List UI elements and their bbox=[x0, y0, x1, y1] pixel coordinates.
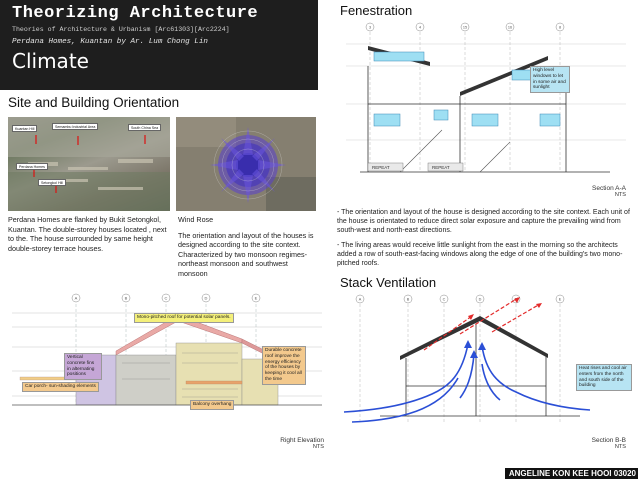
note-high-level-windows: High level windows to let in some air and sunlight bbox=[530, 66, 570, 93]
label-industrial-area: Semambu Industrial Area bbox=[52, 123, 98, 130]
note-mono-pitched-roof: Mono-pitched roof for potential solar panels. bbox=[134, 313, 234, 323]
note-durable-concrete-roof: Durable concrete roof improve the energy efficiency of the houses by keeping it cool all the time bbox=[262, 346, 306, 385]
author-footer: ANGELINE KON KEE HOOI 03020 bbox=[505, 468, 638, 479]
wind-rose-description: The orientation and layout of the houses is designed according to the site context. Characterized by two monsoon regimes- northeast monsoon and southwest monsoon bbox=[178, 230, 314, 278]
svg-text:16: 16 bbox=[507, 25, 513, 30]
svg-text:3: 3 bbox=[368, 25, 372, 30]
svg-text:C: C bbox=[164, 295, 168, 301]
svg-text:E: E bbox=[558, 297, 562, 302]
site-heading: Site and Building Orientation bbox=[8, 95, 180, 110]
topic-title: Climate bbox=[12, 49, 89, 73]
repeat-label-2: REPEAT bbox=[432, 165, 450, 170]
label-setongkol-hill: Setongkol Hill bbox=[38, 179, 66, 186]
course-title: Theorizing Architecture bbox=[12, 4, 259, 23]
title-block bbox=[0, 0, 318, 90]
wind-rose-title: Wind Rose bbox=[178, 215, 214, 224]
label-south-china-sea: South China Sea bbox=[128, 124, 161, 131]
section-b-b-drawing bbox=[340, 294, 632, 430]
note-vertical-fins: Vertical concrete fins in alternating positions bbox=[64, 353, 102, 380]
wind-rose-block bbox=[178, 215, 318, 278]
svg-text:B: B bbox=[124, 295, 128, 301]
elevation-caption-scale: NTS bbox=[312, 444, 324, 451]
section-a-a-scale: NTS bbox=[614, 192, 626, 199]
wind-rose-image bbox=[176, 117, 316, 211]
svg-text:C: C bbox=[442, 297, 446, 302]
label-perdana-homes: Perdana Homes bbox=[16, 163, 48, 170]
svg-text:4: 4 bbox=[418, 25, 422, 30]
section-a-a-drawing bbox=[340, 22, 632, 182]
svg-text:B: B bbox=[406, 297, 410, 302]
elevation-caption-title: Right Elevation bbox=[280, 437, 324, 444]
svg-text:15: 15 bbox=[462, 25, 468, 30]
section-b-b-title: Section B-B bbox=[591, 437, 626, 444]
svg-text:D: D bbox=[204, 295, 208, 301]
fenestration-text-2: - The living areas would receive little sunlight from the east in the morning so the architects added a row of south-east-facing windows along the edge of one of the building's two mono-pitched roofs. bbox=[337, 241, 623, 268]
label-kuantan-hill: Kuantan Hill bbox=[12, 125, 37, 132]
course-subtitle: Theories of Architecture & Urbanism [Arc61303][Arc2224] bbox=[12, 26, 230, 33]
note-balcony-overhang: Balcony overhang bbox=[190, 400, 234, 410]
stack-ventilation-heading: Stack Ventilation bbox=[340, 275, 437, 290]
note-car-porch: Car porch- sun-shading elements bbox=[22, 382, 99, 392]
aerial-site-photo bbox=[8, 117, 170, 211]
note-heat-rises: Heat rises and cool air enters from the north and south side of the building bbox=[576, 364, 632, 391]
project-name: Perdana Homes, Kuantan by Ar. Lum Chong Lin bbox=[12, 38, 208, 46]
svg-text:E: E bbox=[254, 295, 258, 301]
repeat-label-1: REPEAT bbox=[372, 165, 390, 170]
section-b-b-caption bbox=[556, 437, 626, 451]
fenestration-text bbox=[337, 208, 633, 268]
right-elevation-drawing bbox=[6, 293, 328, 429]
svg-text:D: D bbox=[478, 297, 482, 302]
site-description: Perdana Homes are flanked by Bukit Setongkol, Kuantan. The double-storey houses located , next to the. The house surrounded by same height double-storey terrace houses. bbox=[8, 215, 167, 253]
section-a-a-caption bbox=[556, 185, 626, 199]
elevation-caption bbox=[250, 437, 324, 451]
section-b-b-scale: NTS bbox=[614, 444, 626, 451]
svg-text:A: A bbox=[74, 295, 78, 301]
svg-text:A: A bbox=[358, 297, 362, 302]
fenestration-heading: Fenestration bbox=[340, 3, 413, 18]
section-a-a-title: Section A-A bbox=[592, 185, 626, 192]
fenestration-text-1: - The orientation and layout of the house is designed according to the site context. Each unit of the house is orientated to reduce direct solar exposure and capture the prevailing wind from south-west and north-east directions. bbox=[337, 209, 630, 235]
svg-text:8: 8 bbox=[558, 25, 562, 30]
